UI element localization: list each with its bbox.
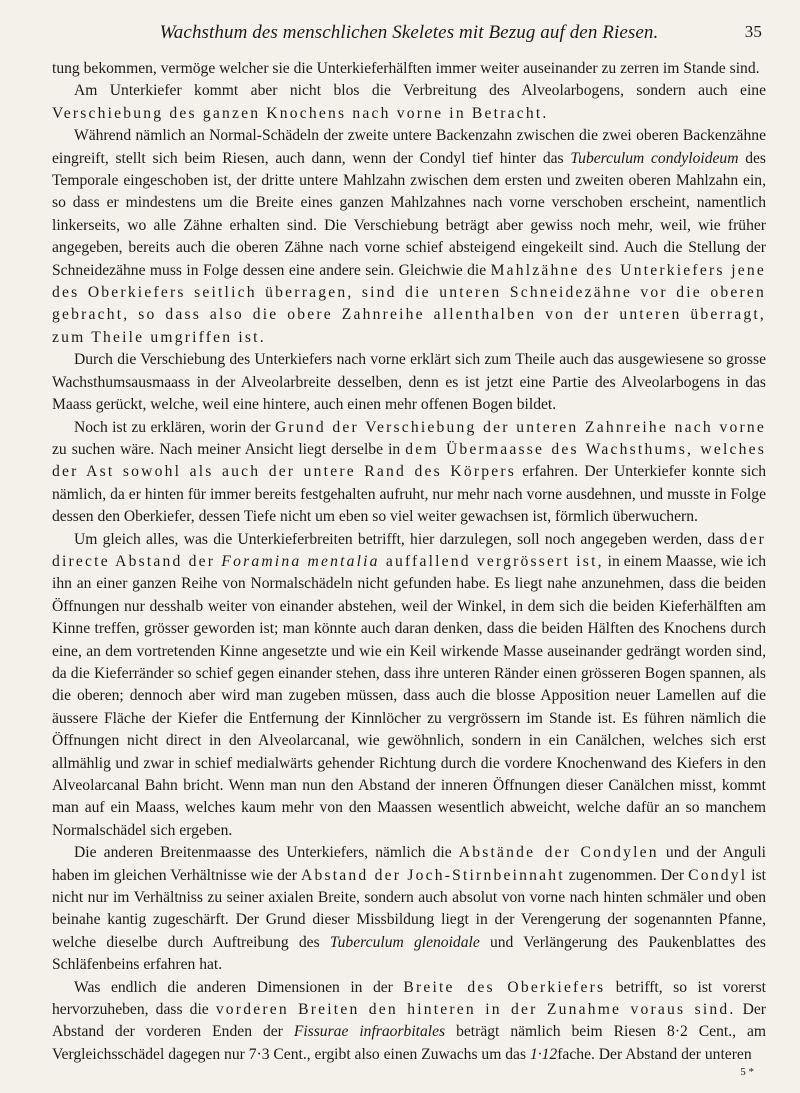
emphasized-text: Condyl [688,866,748,884]
emphasized-text: Mahlzähne des Unterkiefers jene des Oberkiefers seitlich überragen, sind die unteren Schneidezähne vor die oberen gebracht, so dass also die obere Zahnreihe allenthalben von der unteren überragt, zum Theile umgriffen ist. [52,261,766,346]
text-run: Während nämlich an Normal-Schädeln der zweite untere Backenzahn zwischen die zwei oberen Backenzähne eingreift, stellt sich beim Riesen, auch dann, wenn der Condyl tief hinter das [52,127,766,167]
text-run: in einem Maasse, wie ich ihn an einer ganzen Reihe von Normalschädeln nicht gefunden habe. Es liegt nahe anzunehmen, dass die beiden Öffnungen nur desshalb weiter von einander abstehen, weil der Winkel, in dem sich die beiden Kieferhälften am Kinne treffen, grösser geworden ist; man könnte auch daran denken, dass die beiden Hälften des Knochens durch eine, an dem vortretenden Kinne angesetzte und wie ein Keil wirkende Masse auseinander gedrängt worden sind, da die Kieferränder so schief gegen einander stehen, dass ihre unteren Ränder einen grösseren Bogen spannen, als die oberen; dennoch aber wird man zugeben müssen, dass auch die blosse Apposition neuer Lamellen auf die äussere Fläche der Kiefer die Entfernung der Kinnlöcher zu vergrössern im Stande ist. Es führen nämlich die Öffnungen nicht direct in den Alveolarcanal, wie gewöhnlich, sondern in ein Canälchen, welches sich erst allmählig und zwar in schief medialwärts gehender Richtung durch die vordere Knochenwand des Kiefers in den Alveolarcanal Bahn bricht. Wenn man nun den Abstand der inneren Öffnungen dieser Canälchen misst, kommt man auf ein Maass, welches kaum mehr von den Maassen wesentlich abweicht, welche dafür an so manchem Normalschädel sich ergeben. [52,552,767,839]
text-run: Um gleich alles, was die Unterkieferbreiten betrifft, hier darzulegen, soll noch angegeben werden, dass [74,530,740,548]
emphasized-text: vorderen Breiten den hinteren in der Zunahme voraus sind. [215,1001,736,1019]
emphasized-text: Tuberculum glenoidale [329,933,480,951]
text-run: tung bekommen, vermöge welcher sie die Unterkieferhälften immer weiter auseinander zu zerren im Stande sind. [52,60,760,77]
paragraph [52,349,766,416]
text-run: betrifft, so ist vorerst hervorzuheben, dass die [52,978,767,1019]
body-text [52,58,766,1066]
paragraph [52,80,766,125]
page-number: 35 [744,22,762,41]
emphasized-text: Tuberculum condyloideum [570,149,739,167]
emphasized-text: Abstand der Joch-Stirnbeinnaht [301,866,565,884]
paragraph [52,58,766,80]
paragraph [52,125,766,349]
emphasized-text: auffallend vergrössert ist, [379,552,604,570]
text-run: Was endlich die anderen Dimensionen in der [74,978,404,996]
emphasized-text: der directe Abstand der [52,530,766,570]
text-run: Durch die Verschiebung des Unterkiefers nach vorne erklärt sich zum Theile auch das ausgewiesene so grosse Wachsthumsausmaass in der Alveolarbreite desselben, denn es ist jetzt eine Partie des Alveolarbogens in das Maass gerückt, welche, weil eine hintere, auch einen mehr offenen Bogen bildet. [52,351,766,414]
text-run: Am Unterkiefer kommt aber nicht blos die Verbreitung des Alveolarbogens, sondern auch eine [74,82,766,100]
running-title: Wachsthum des menschlichen Skeletes mit Bezug auf den Riesen. [159,22,659,43]
text-run: ist nicht nur im Verhältniss zu seiner axialen Breite, sondern auch absolut von vorne nach hinten schmäler und oben beinahe kantig zugeschärft. Der Grund dieser Missbildung liegt in der Verengerung der sogenannten Pfanne, welche dieselbe durch Auftreibung des [52,866,766,951]
text-run: und Verlängerung des Paukenblattes des Schläfenbeins erfahren hat. [52,933,766,974]
paragraph [52,417,766,529]
emphasized-text: Abstände der Condylen [458,844,659,862]
emphasized-text: 1·12 [529,1045,558,1063]
emphasized-text: Foramina mentalia [221,552,380,570]
paragraph [52,842,766,976]
emphasized-text: Grund der Verschiebung der unteren Zahnreihe nach vorne [274,418,767,436]
paragraph [52,977,766,1067]
text-run: Der Abstand der vorderen Enden der [52,1001,766,1041]
emphasized-text: dem Übermaasse des Wachsthums, welches der Ast sowohl als auch der untere Rand des Körpers [52,440,766,481]
emphasized-text: Verschiebung des ganzen Knochens nach vorne in Betracht. [52,104,549,122]
emphasized-text: Breite des Oberkiefers [403,978,606,996]
text-run: erfahren. Der Unterkiefer konnte sich nämlich, da er hinten für immer bereits festgehalten aufruht, nur mehr nach vorne ausdehnen, und musste in Folge dessen den Oberkiefer, dessen Tiefe nicht um eben so viel weiter gewachsen ist, förmlich überwuchern. [52,463,766,526]
text-run: beträgt nämlich beim Riesen 8·2 Cent., am Vergleichsschädel dagegen nur 7·3 Cent., ergibt also einen Zuwachs um das [52,1023,767,1063]
paragraph [52,529,766,843]
text-run: und der Anguli haben im gleichen Verhältnisse wie der [52,844,766,884]
running-header [52,22,766,52]
printer-signature-mark: 5 * [740,1066,754,1078]
text-run: Die anderen Breitenmaasse des Unterkiefers, nämlich die [74,844,459,862]
text-run: zu suchen wäre. Nach meiner Ansicht liegt derselbe in [52,440,406,458]
text-run: Noch ist zu erklären, worin der [74,418,275,436]
emphasized-text: Fissurae infraorbitales [293,1023,446,1041]
text-run: zugenommen. Der [564,866,689,884]
text-run: des Temporale eingeschoben ist, der dritte untere Mahlzahn zwischen dem ersten und zweiten oberen Mahlzahn ein, so dass er mindestens um die Breite eines ganzen Mahlzahnes nach vorne verschoben erscheint, namentlich linkerseits, wo alle Zähne erhalten sind. Die Verschiebung beträgt aber gewiss noch mehr, weil, wie früher angegeben, bereits auch die oberen Zähne nach vorne schief absteigend eingekeilt sind. Auch die Stellung der Schneidezähne muss in Folge dessen eine andere sein. Gleichwie die [52,149,766,279]
text-run: fache. Der Abstand der unteren [557,1045,752,1063]
